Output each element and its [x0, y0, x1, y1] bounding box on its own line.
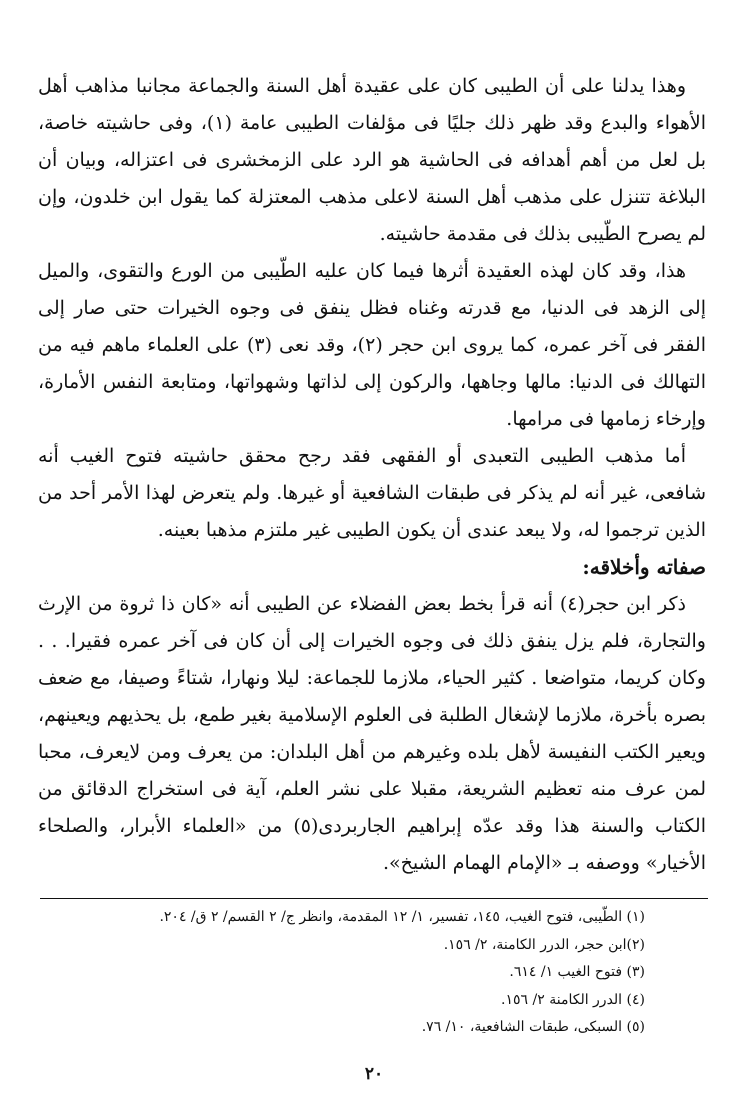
paragraph-1: وهذا يدلنا على أن الطيبى كان على عقيدة أهل السنة والجماعة مجانبا مذاهب أهل الأهواء والبدع وقد ظهر ذلك جليًا فى مؤلفات الطيبى عامة (١)، وفى حاشيته خاصة، بل لعل من أهم أهدافه فى الحاشية هو الرد على الزمخشرى فى اعتزاله، وبيان أن البلاغة تتنزل على مذهب أهل السنة لاعلى مذهب المعتزلة كما يقول ابن خلدون، وإن لم يصرح الطّيبى بذلك فى مقدمة حاشيته. — [38, 75, 707, 245]
paragraph-2: هذا، وقد كان لهذه العقيدة أثرها فيما كان عليه الطّيبى من الورع والتقوى، والميل إلى الزهد فى الدنيا، مع قدرته وغناه فظل ينفق فى وجوه الخيرات حتى صار إلى الفقر فى آخر عمره، كما يروى ابن حجر (٢)، وقد نعى (٣) على العلماء ماهم فيه من التهالك فى الدنيا: مالها وجاهها، والركون إلى لذاتها وشهواتها، ومتابعة النفس الأمارة، وإرخاء زمامها فى مرامها. — [38, 260, 706, 430]
footnote-5: (٥) السبكى، طبقات الشافعية، ١٠/ ٧٦. — [421, 1019, 645, 1035]
footnote-4: (٤) الدرر الكامنة ٢/ ١٥٦. — [501, 991, 645, 1008]
footnote-2: (٢)ابن حجر، الدرر الكامنة، ٢/ ١٥٦. — [443, 936, 645, 953]
page-number: ٢٠ — [364, 1064, 384, 1084]
section-heading: صفاته وأخلاقه: — [582, 555, 706, 579]
footnote-divider — [40, 898, 708, 899]
paragraph-3: أما مذهب الطيبى التعبدى أو الفقهى فقد رجح محقق حاشيته فتوح الغيب أنه شافعى، غير أنه لم يذكر فى طبقات الشافعية أو غيرها. ولم يتعرض لهذا الأمر أحد من الذين ترجموا له، ولا يبعد عندى أن يكون الطيبى غير ملتزم مذهبا بعينه. — [38, 445, 706, 541]
footnote-3: (٣) فتوح الغيب ١/ ٦١٤. — [509, 964, 645, 980]
main-text — [38, 68, 706, 882]
footnote-1: (١) الطّيبى، فتوح الغيب، ١٤٥، تفسير، ١/ ١٢ المقدمة، وانظر ج/ ٢ القسم/ ٢ ق/ ٢٠٤. — [159, 909, 645, 925]
paragraph-4: ذكر ابن حجر(٤) أنه قرأ بخط بعض الفضلاء عن الطيبى أنه «كان ذا ثروة من الإرث والتجارة، فلم يزل ينفق ذلك فى وجوه الخيرات إلى أن كان فى آخر عمره فقيرا. . . وكان كريما، متواضعا . كثير الحياء، ملازما للجماعة: ليلا ونهارا، شتاءً وصيفا، مع ضعف بصره بأخرة، ملازما لإشغال الطلبة فى العلوم الإسلامية بغير طمع، بل يحذيهم ويعينهم، ويعير الكتب النفيسة لأهل بلده وغيرهم من أهل البلدان: من يعرف ومن لايعرف، محبا لمن عرف منه تعظيم الشريعة، مقبلا على نشر العلم، آية فى استخراج الدقائق من الكتاب والسنة هذا وقد عدّه إبراهيم الجاربردى(٥) من «العلماء الأبرار، والصلحاء الأخيار» ووصفه بـ «الإمام الهمام الشيخ». — [38, 593, 707, 874]
footnotes — [159, 904, 645, 1042]
